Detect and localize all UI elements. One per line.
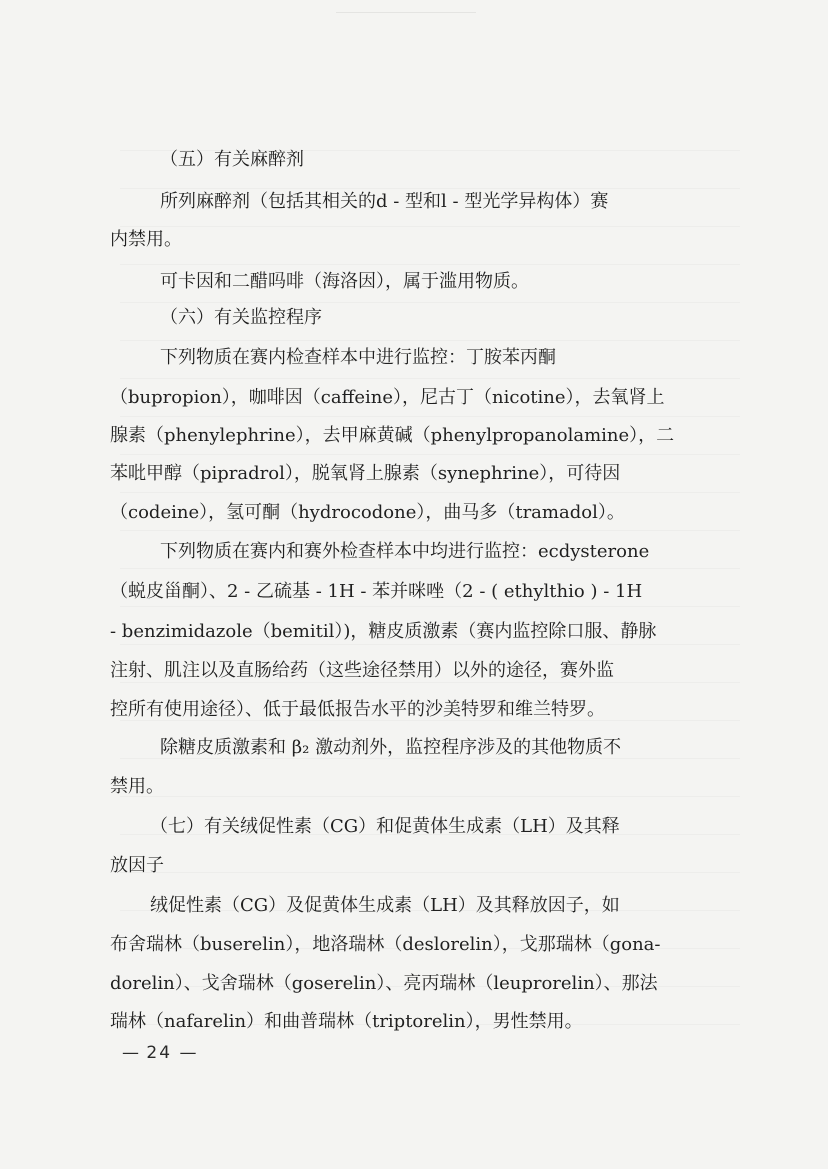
paragraph-line: - benzimidazole（bemitil）)，糖皮质激素（赛内监控除口服、静脉: [110, 621, 657, 642]
paragraph-line: 除糖皮质激素和 β₂ 激动剂外，监控程序涉及的其他物质不: [160, 737, 622, 758]
paragraph-line: 放因子: [110, 855, 164, 876]
paragraph-line: 注射、肌注以及直肠给药（这些途径禁用）以外的途径，赛外监: [110, 660, 614, 681]
page-footer: [122, 1043, 196, 1063]
paragraph-line: 可卡因和二醋吗啡（海洛因），属于滥用物质。: [160, 271, 529, 292]
paragraph-line: 禁用。: [110, 776, 164, 797]
paragraph-line: 布舍瑞林（buserelin），地洛瑞林（deslorelin），戈那瑞林（gona-: [110, 934, 661, 955]
footer-dash-left: —: [122, 1043, 139, 1063]
paragraph-line: （bupropion），咖啡因（caffeine），尼古丁（nicotine），去氧肾上: [110, 387, 665, 408]
paragraph-line: 下列物质在赛内和赛外检查样本中均进行监控：ecdysterone: [160, 541, 650, 562]
paragraph-line: 内禁用。: [110, 229, 182, 250]
page-number: 24: [146, 1043, 173, 1063]
paragraph-line: 苯吡甲醇（pipradrol），脱氧肾上腺素（synephrine），可待因: [110, 463, 621, 484]
scan-artifact: [336, 0, 476, 13]
paragraph-line: 控所有使用途径）、低于最低报告水平的沙美特罗和维兰特罗。: [110, 699, 605, 720]
paragraph-line: 瑞林（nafarelin）和曲普瑞林（triptorelin），男性禁用。: [110, 1011, 583, 1032]
paragraph-line: （蜕皮甾酮）、2 - 乙硫基 - 1H - 苯并咪唑（2 - ( ethylthio ) - 1H: [110, 581, 643, 602]
paragraph-line: 下列物质在赛内检查样本中进行监控：丁胺苯丙酮: [160, 347, 556, 368]
section-heading-monitoring: （六）有关监控程序: [160, 307, 322, 328]
section-heading-cg-lh: （七）有关绒促性素（CG）和促黄体生成素（LH）及其释: [150, 816, 620, 837]
section-heading-anesthetics: （五）有关麻醉剂: [160, 149, 304, 170]
paragraph-line: 绒促性素（CG）及促黄体生成素（LH）及其释放因子，如: [150, 895, 620, 916]
paragraph-line: 腺素（phenylephrine），去甲麻黄碱（phenylpropanolamine），二: [110, 425, 675, 446]
paragraph-line: 所列麻醉剂（包括其相关的d - 型和l - 型光学异构体）赛: [160, 191, 609, 212]
paragraph-line: （codeine），氢可酮（hydrocodone），曲马多（tramadol）。: [110, 502, 625, 523]
paragraph-line: dorelin）、戈舍瑞林（goserelin）、亮丙瑞林（leuprorelin）、那法: [110, 973, 658, 994]
footer-dash-right: —: [179, 1043, 197, 1063]
